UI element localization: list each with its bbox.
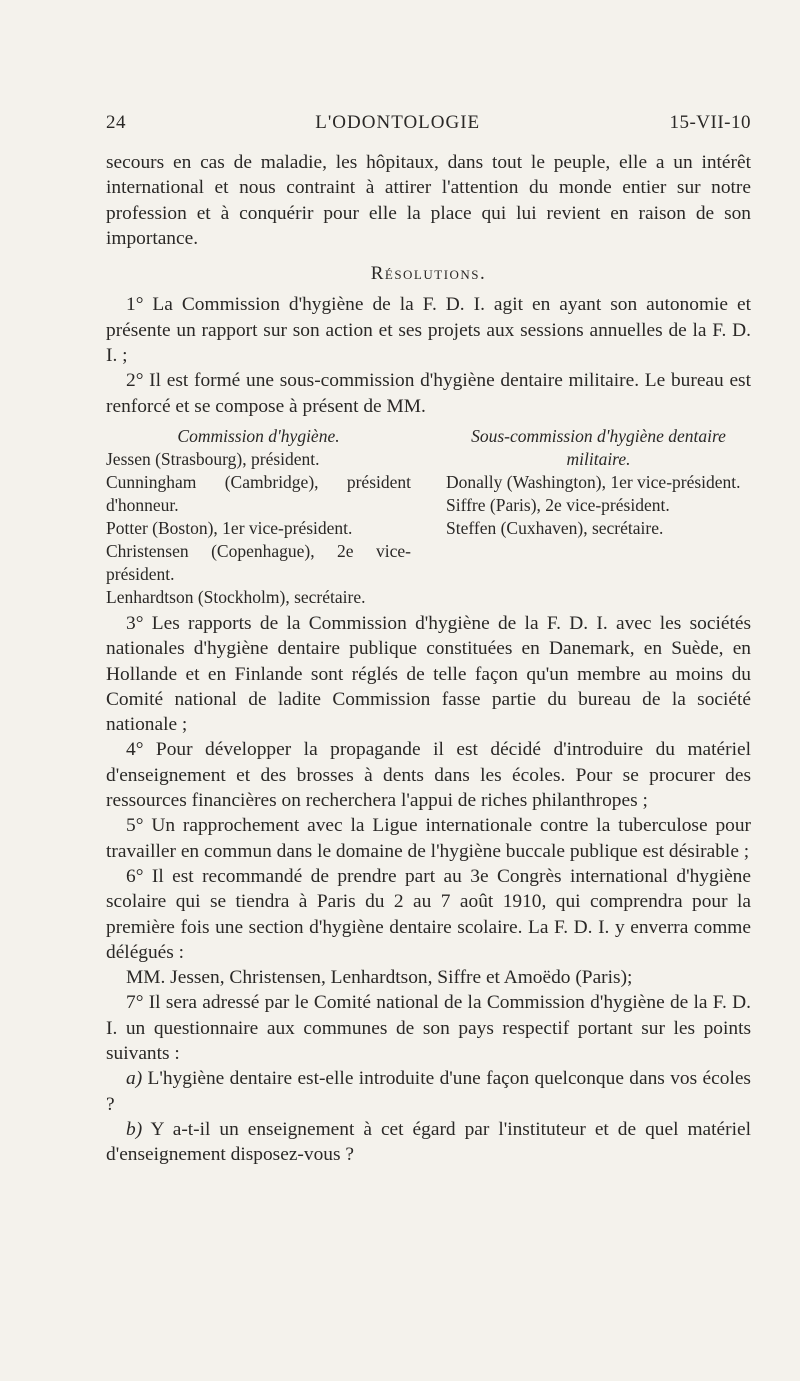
question-text: Y a-t-il un enseignement à cet égard par l'instituteur et de quel matériel d'enseignement disposez-vous ?	[106, 1118, 751, 1166]
member-entry: Donally (Washington), 1er vice-président.	[446, 471, 741, 492]
resolution-5: 5° Un rapprochement avec la Ligue internationale contre la tuberculose pour travailler en commun dans le domaine de l'hygiène buccale publique est désirable ;	[106, 815, 751, 862]
member-entry: Jessen (Strasbourg), président.	[106, 448, 320, 469]
member-entry: Cunningham (Cambridge), président d'honneur.	[106, 471, 411, 515]
hygiene-commission-column	[106, 425, 411, 609]
running-header	[106, 112, 751, 134]
question-letter: b)	[126, 1118, 143, 1140]
question-b	[106, 1117, 751, 1168]
resolution-7: 7° Il sera adressé par le Comité national de la Commission d'hygiène de la F. D. I. un questionnaire aux communes de son pays respectif portant sur les points suivants :	[106, 992, 751, 1065]
member-entry: Siffre (Paris), 2e vice-président.	[446, 494, 670, 515]
column-title: Commission d'hygiène.	[177, 425, 340, 446]
intro-paragraph: secours en cas de maladie, les hôpitaux, dans tout le peuple, elle a un intérêt international et nous contraint à attirer l'attention du monde entier sur notre profession et à conquérir pour elle la place qui lui revient en raison de son importance.	[106, 152, 751, 249]
member-entry: Steffen (Cuxhaven), secrétaire.	[446, 517, 664, 538]
resolution-4: 4° Pour développer la propagande il est décidé d'introduire du matériel d'enseignement et des brosses à dents dans les écoles. Pour se procurer des ressources financières on recherchera l'appui de riches philanthropes ;	[106, 739, 751, 812]
member-entry: Potter (Boston), 1er vice-président.	[106, 517, 353, 538]
member-entry: Lenhardtson (Stockholm), secrétaire.	[106, 586, 366, 607]
question-letter: a)	[126, 1068, 143, 1090]
issue-date: 15-VII-10	[669, 112, 751, 133]
military-subcommission-column	[446, 425, 751, 609]
page-body	[106, 150, 751, 1168]
page-number: 24	[106, 112, 126, 133]
question-a	[106, 1066, 751, 1117]
column-title: Sous-commission d'hygiène dentaire militaire.	[471, 425, 726, 469]
resolution-2: 2° Il est formé une sous-commission d'hygiène dentaire militaire. Le bureau est renforcé et se compose à présent de MM.	[106, 370, 751, 417]
resolution-3: 3° Les rapports de la Commission d'hygiène de la F. D. I. avec les sociétés nationales d'hygiène dentaire publique constituées en Danemark, en Suède, en Hollande et en Finlande sont réglés de telle façon qu'un membre au moins du Comité national de ladite Commission fasse partie du bureau de la société nationale ;	[106, 612, 751, 736]
member-entry: Christensen (Copenhague), 2e vice-président.	[106, 540, 411, 584]
question-text: L'hygiène dentaire est-elle introduite d'une façon quelconque dans vos écoles ?	[106, 1068, 751, 1115]
delegates-line: MM. Jessen, Christensen, Lenhardtson, Siffre et Amoëdo (Paris);	[126, 967, 633, 989]
running-title: L'ODONTOLOGIE	[315, 112, 481, 133]
resolution-1: 1° La Commission d'hygiène de la F. D. I. agit en ayant son autonomie et présente un rapport sur son action et ses projets aux sessions annuelles de la F. D. I. ;	[106, 294, 751, 367]
resolutions-heading: Résolutions.	[370, 263, 487, 285]
committee-columns	[106, 425, 751, 609]
resolution-6: 6° Il est recommandé de prendre part au 3e Congrès international d'hygiène scolaire qui se tiendra à Paris du 2 au 7 août 1910, qui comprendra pour la première fois une section d'hygiène dentaire scolaire. La F. D. I. y enverra comme délégués :	[106, 865, 751, 963]
